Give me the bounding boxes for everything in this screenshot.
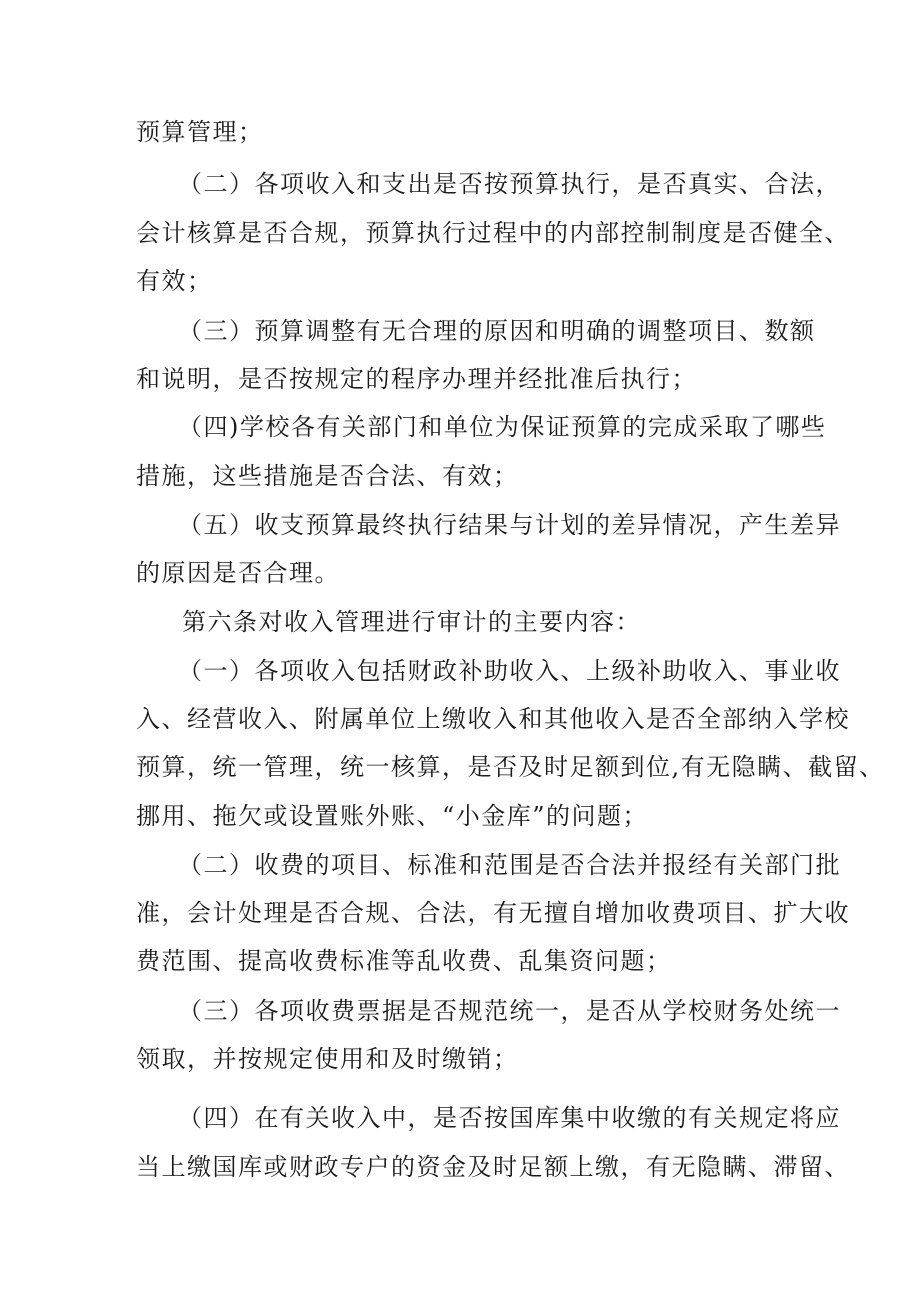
text-line-22: 当上缴国库或财政专户的资金及时足额上缴，有无隐瞒、滞留、 xyxy=(136,1153,850,1181)
text-line-19: （三）各项收费票据是否规范统一，是否从学校财务处统一 xyxy=(178,997,841,1025)
text-line-9: （五）收支预算最终执行结果与计划的差异情况，产生差异 xyxy=(178,511,841,539)
text-line-14: 预算，统一管理，统一核算，是否及时足额到位,有无隐瞒、截留、 xyxy=(136,753,885,781)
text-line-18: 费范围、提高收费标准等乱收费、乱集资问题； xyxy=(136,947,672,975)
text-line-17: 准，会计处理是否合规、合法，有无擅自增加收费项目、扩大收 xyxy=(136,899,850,927)
article-six-heading: 第六条对收入管理进行审计的主要内容： xyxy=(182,608,641,636)
text-line-13: 入、经营收入、附属单位上缴收入和其他收入是否全部纳入学校 xyxy=(136,705,850,733)
text-line-12: （一）各项收入包括财政补助收入、上级补助收入、事业收 xyxy=(178,657,841,685)
text-line-5: （三）预算调整有无合理的原因和明确的调整项目、数额 xyxy=(178,317,816,345)
text-line-10: 的原因是否合理。 xyxy=(136,559,340,587)
text-line-8: 措施，这些措施是否合法、有效； xyxy=(136,462,519,490)
text-line-4: 有效； xyxy=(136,267,213,295)
text-line-21: （四）在有关收入中，是否按国库集中收缴的有关规定将应 xyxy=(178,1104,841,1132)
text-line-20: 领取，并按规定使用和及时缴销； xyxy=(136,1045,519,1073)
text-line-15: 挪用、拖欠或设置账外账、“小金库”的问题； xyxy=(136,802,649,830)
text-line-6: 和说明，是否按规定的程序办理并经批准后执行； xyxy=(136,365,697,393)
text-line-16: （二）收费的项目、标准和范围是否合法并报经有关部门批 xyxy=(178,851,841,879)
text-line-1: 预算管理； xyxy=(136,118,264,146)
text-line-2: （二）各项收入和支出是否按预算执行，是否真实、合法， xyxy=(178,170,841,198)
text-line-3: 会计核算是否合规，预算执行过程中的内部控制制度是否健全、 xyxy=(136,219,850,247)
text-line-7: （四)学校各有关部门和单位为保证预算的完成采取了哪些 xyxy=(178,413,827,441)
